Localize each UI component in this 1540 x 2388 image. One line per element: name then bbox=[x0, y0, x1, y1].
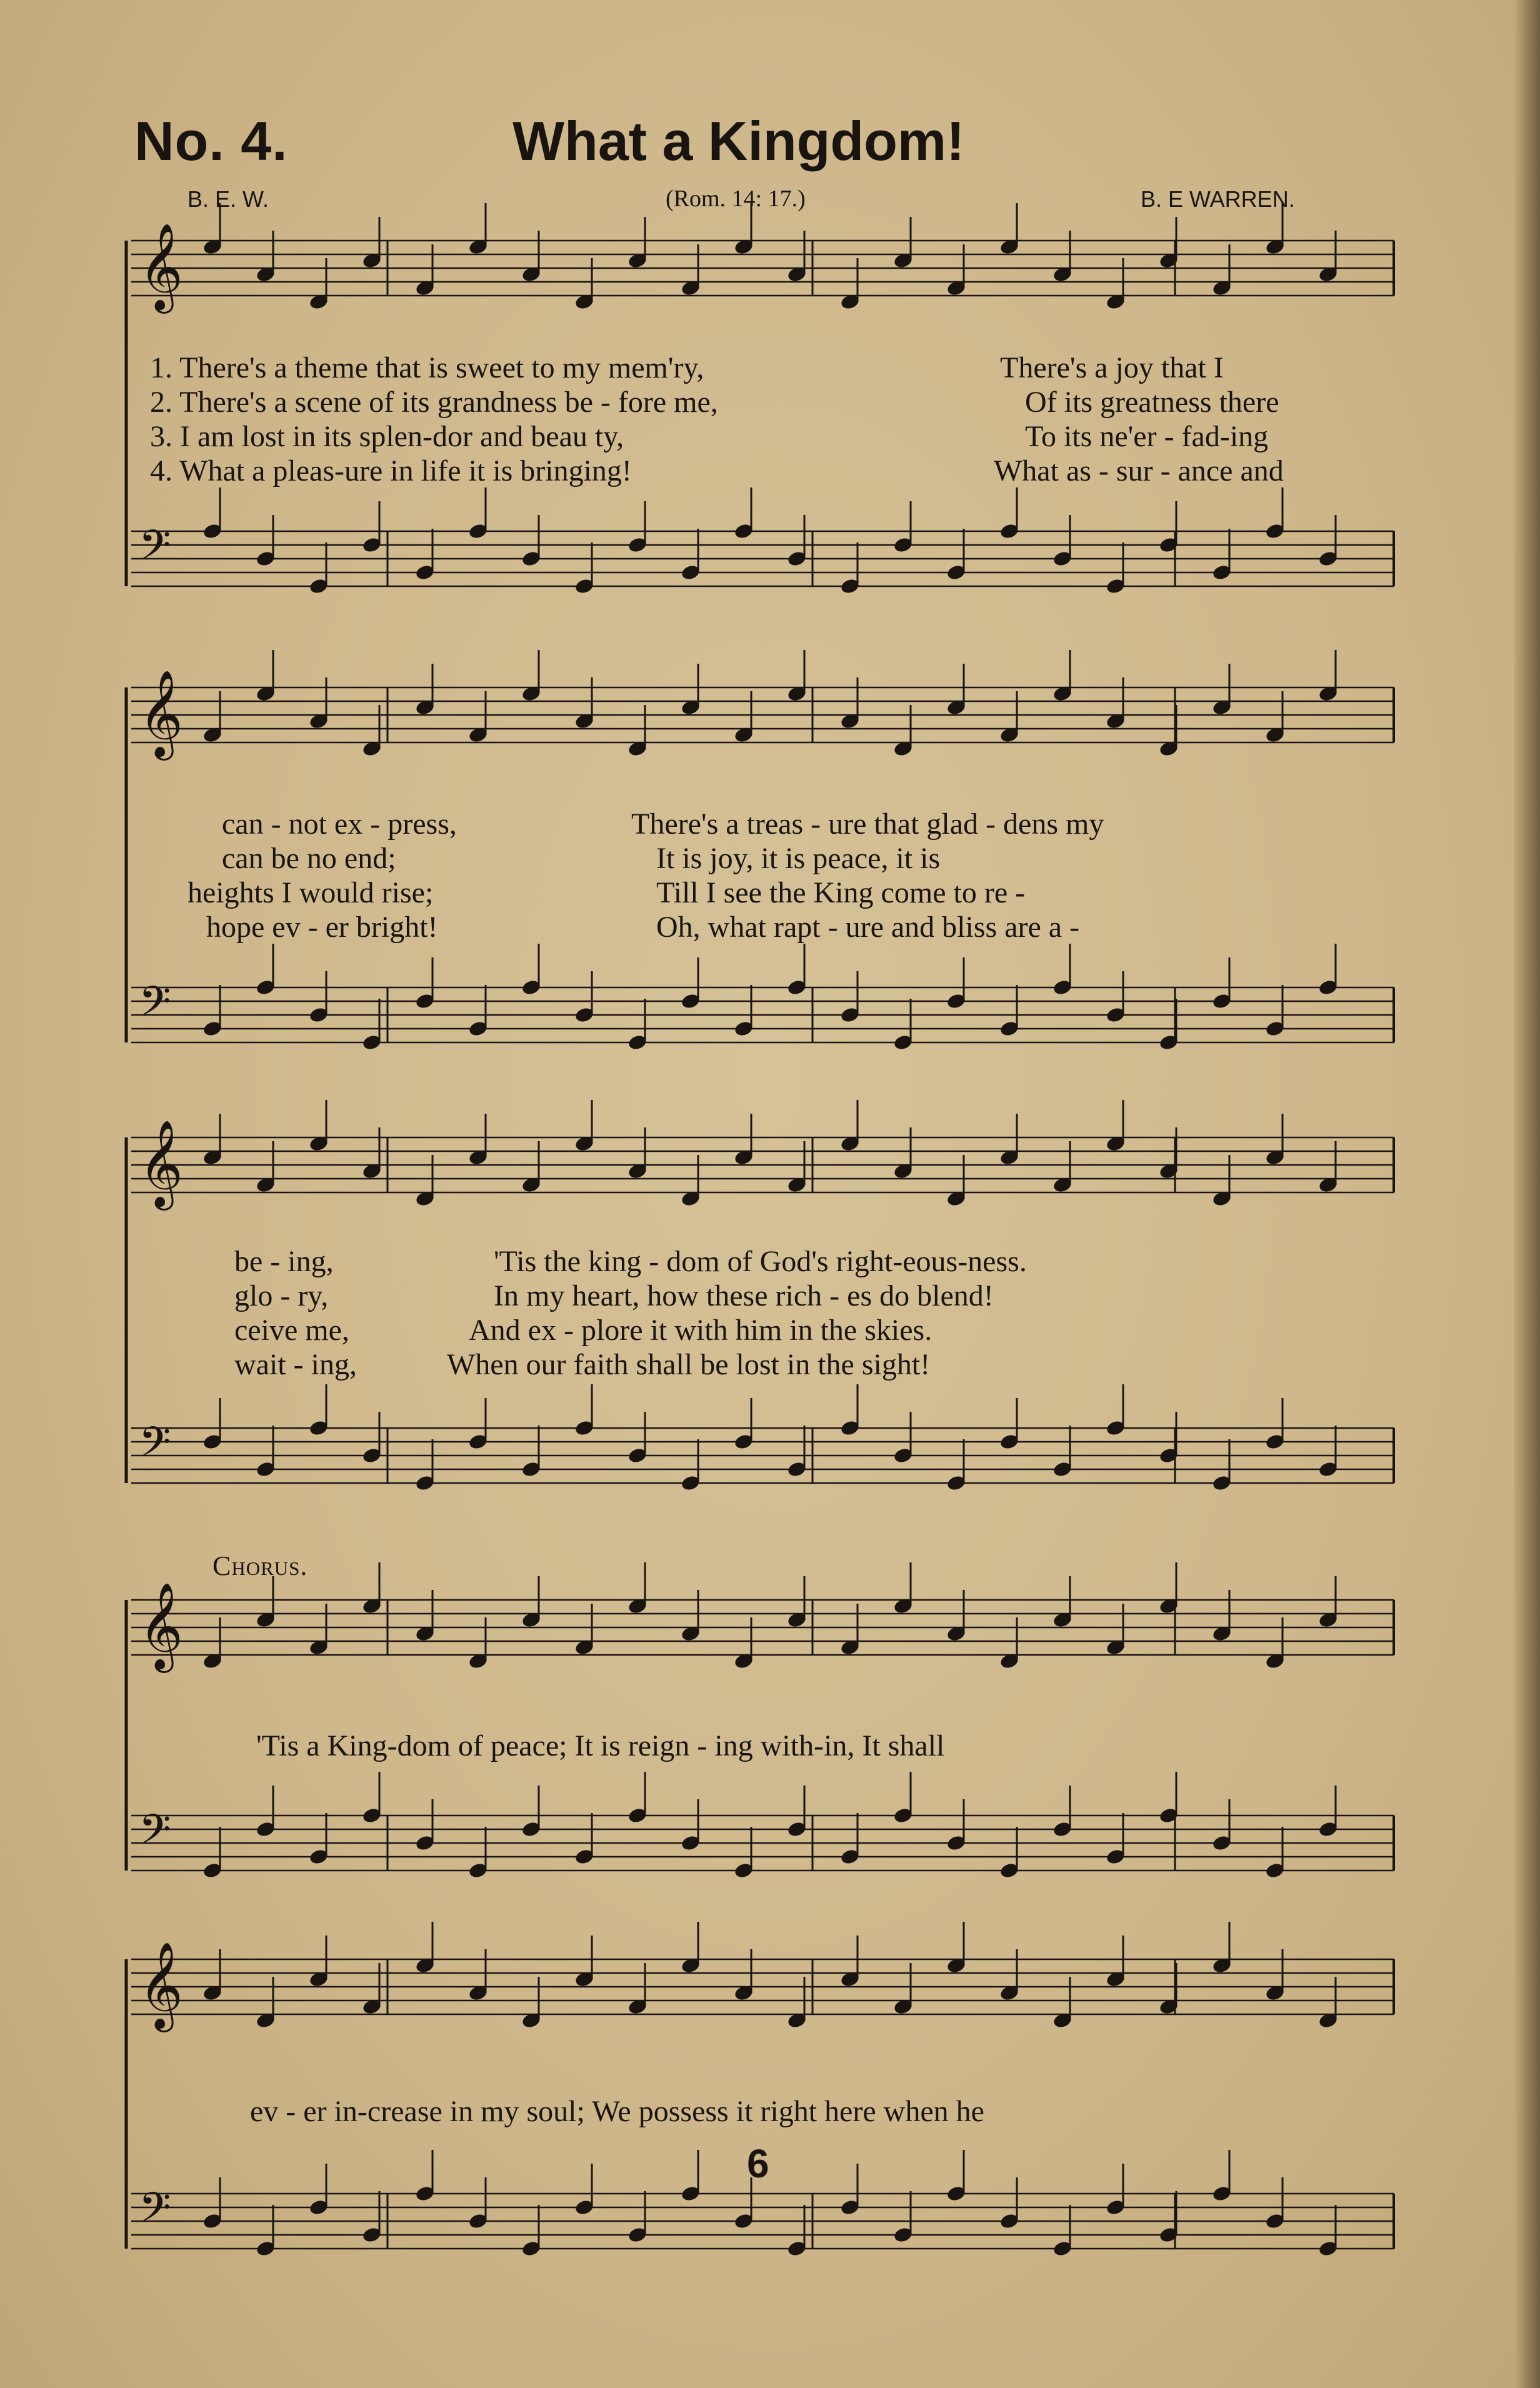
verse-line-2b: Of its greatness there bbox=[1025, 386, 1279, 419]
treble-clef-icon: 𝄞 bbox=[139, 1942, 183, 2029]
treble-clef-icon: 𝄞 bbox=[139, 670, 183, 757]
verse-line-1f: 'Tis the king - dom of God's right-eous-ness. bbox=[494, 1245, 1027, 1278]
treble-clef-icon: 𝄞 bbox=[139, 1582, 183, 1669]
verse-line-4d: Oh, what rapt - ure and bliss are a - bbox=[656, 911, 1080, 944]
verse-line-4e: wait - ing, bbox=[234, 1348, 357, 1381]
verse-line-3b: To its ne'er - fad-ing bbox=[1025, 420, 1269, 453]
scripture-reference: (Rom. 14: 17.) bbox=[666, 186, 806, 212]
verse-line-2a: 2. There's a scene of its grandness be - fore me, bbox=[150, 386, 718, 419]
verse-line-2f: In my heart, how these rich - es do blend! bbox=[494, 1279, 994, 1312]
verse-line-1b: There's a joy that I bbox=[1000, 351, 1224, 384]
verse-line-1e: be - ing, bbox=[234, 1245, 334, 1278]
verse-line-4f: When our faith shall be lost in the sight! bbox=[447, 1348, 931, 1381]
verse-line-2e: glo - ry, bbox=[234, 1279, 329, 1312]
hymn-number: No. 4. bbox=[134, 110, 288, 172]
verse-line-4b: What as - sur - ance and bbox=[994, 454, 1284, 487]
verse-line-3c: heights I would rise; bbox=[188, 876, 434, 909]
verse-line-4c: hope ev - er bright! bbox=[206, 911, 438, 944]
bass-clef-icon: 𝄢 bbox=[139, 2184, 171, 2242]
verse-line-3d: Till I see the King come to re - bbox=[656, 876, 1026, 909]
treble-clef-icon: 𝄞 bbox=[139, 223, 183, 310]
lyricist-credit: B. E. W. bbox=[188, 186, 269, 212]
verse-line-3e: ceive me, bbox=[234, 1314, 349, 1347]
verse-line-3a: 3. I am lost in its splen-dor and beau ty, bbox=[150, 420, 624, 453]
composer-credit: B. E WARREN. bbox=[1141, 186, 1295, 212]
verse-line-1c: can - not ex - press, bbox=[222, 807, 457, 841]
bass-clef-icon: 𝄢 bbox=[139, 521, 171, 579]
bass-clef-icon: 𝄢 bbox=[139, 1418, 171, 1476]
treble-clef-icon: 𝄞 bbox=[139, 1120, 183, 1207]
verse-line-2d: It is joy, it is peace, it is bbox=[656, 842, 941, 875]
chorus-line-2: ev - er in-crease in my soul; We possess it right here when he bbox=[250, 2095, 984, 2128]
verse-line-3f: And ex - plore it with him in the skies. bbox=[469, 1314, 932, 1347]
verse-line-4a: 4. What a pleas-ure in life it is bringing! bbox=[150, 454, 632, 487]
chorus-label: Chorus. bbox=[212, 1551, 308, 1581]
verse-line-1d: There's a treas - ure that glad - dens my bbox=[631, 807, 1104, 841]
page-number: 6 bbox=[747, 2141, 769, 2186]
bass-clef-icon: 𝄢 bbox=[139, 977, 171, 1036]
hymn-title: What a Kingdom! bbox=[512, 110, 965, 172]
verse-line-2c: can be no end; bbox=[222, 842, 396, 875]
bass-clef-icon: 𝄢 bbox=[139, 1806, 171, 1864]
chorus-line-1: 'Tis a King-dom of peace; It is reign - ing with-in, It shall bbox=[256, 1729, 945, 1762]
verse-line-1a: 1. There's a theme that is sweet to my mem'ry, bbox=[150, 351, 704, 384]
